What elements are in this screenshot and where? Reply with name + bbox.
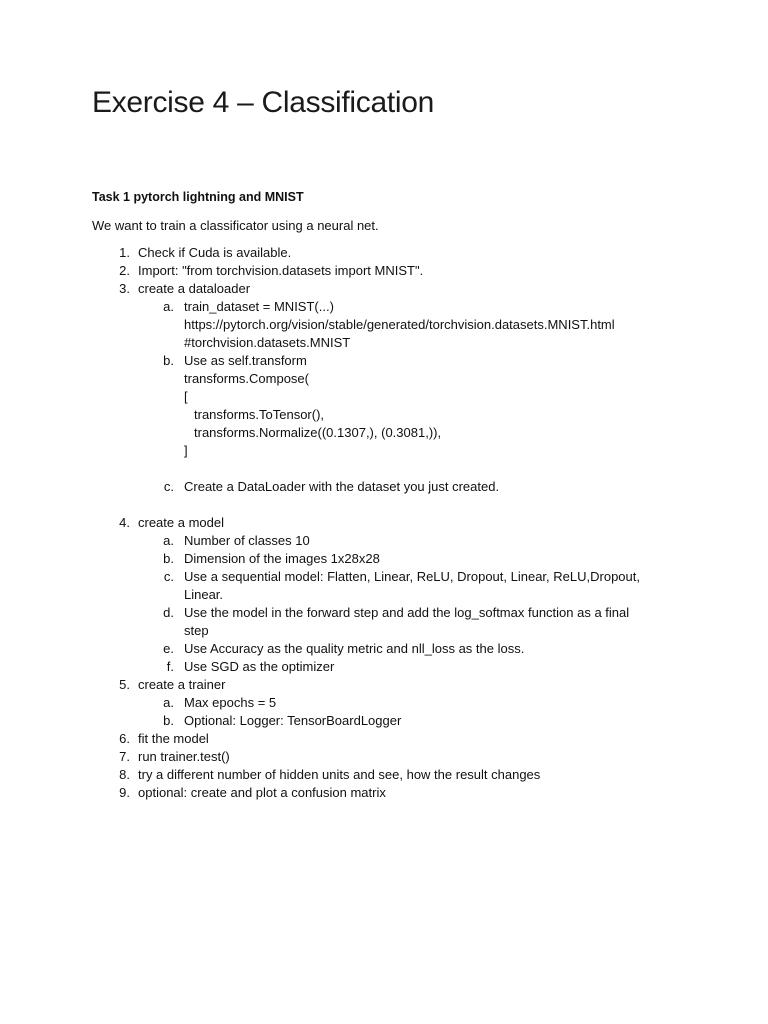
step-number: 8 . bbox=[112, 766, 130, 784]
step-item bbox=[92, 784, 692, 802]
sub-step-list bbox=[138, 694, 692, 730]
sub-step-item bbox=[138, 604, 692, 640]
step-list bbox=[92, 244, 692, 802]
sub-step-letter: b . bbox=[160, 550, 174, 568]
docs-link-anchor: #torchvision.datasets.MNIST bbox=[184, 335, 351, 350]
sub-step-letter: f . bbox=[160, 658, 174, 676]
code-line: [ bbox=[184, 389, 188, 404]
sub-step-text: Use the model in the forward step and add the log_softmax function as a final bbox=[184, 605, 630, 620]
step-text: create a trainer bbox=[138, 677, 226, 692]
step-number: 7 . bbox=[112, 748, 130, 766]
docs-link[interactable]: https://pytorch.org/vision/stable/generated/torchvision.datasets.MNIST.html bbox=[184, 317, 615, 332]
sub-step-text: Optional: Logger: TensorBoardLogger bbox=[184, 713, 402, 728]
step-text: Import: "from torchvision.datasets import MNIST". bbox=[138, 263, 424, 278]
sub-step-text: Use as self.transform bbox=[184, 353, 307, 368]
sub-step-text: Create a DataLoader with the dataset you just created. bbox=[184, 479, 500, 494]
step-item bbox=[92, 748, 692, 766]
sub-step-item bbox=[138, 298, 692, 352]
step-text: optional: create and plot a confusion matrix bbox=[138, 785, 386, 800]
sub-step-list bbox=[138, 298, 692, 496]
step-item bbox=[92, 676, 692, 730]
sub-step-letter: c . bbox=[160, 478, 174, 496]
step-item bbox=[92, 262, 692, 280]
step-item bbox=[92, 280, 692, 496]
sub-step-letter: d . bbox=[160, 604, 174, 622]
sub-step-letter: a . bbox=[160, 694, 174, 712]
sub-step-text: Use a sequential model: Flatten, Linear, ReLU, Dropout, Linear, ReLU,Dropout, bbox=[184, 569, 640, 584]
step-number: 3 . bbox=[112, 280, 130, 298]
sub-step-text: Use Accuracy as the quality metric and nll_loss as the loss. bbox=[184, 641, 525, 656]
step-text: create a dataloader bbox=[138, 281, 251, 296]
code-line: transforms.Compose( bbox=[184, 371, 309, 386]
step-number: 4 . bbox=[112, 514, 130, 532]
sub-step-item bbox=[138, 550, 692, 568]
sub-step-item bbox=[138, 658, 692, 676]
code-line: train_dataset = MNIST(...) bbox=[184, 299, 334, 314]
step-number: 1 . bbox=[112, 244, 130, 262]
sub-step-text: Linear. bbox=[184, 587, 224, 602]
sub-step-letter: b . bbox=[160, 712, 174, 730]
page-title: Exercise 4 – Classification bbox=[92, 86, 435, 119]
sub-step-text: Dimension of the images 1x28x28 bbox=[184, 551, 380, 566]
sub-step-letter: a . bbox=[160, 532, 174, 550]
step-item bbox=[92, 730, 692, 748]
step-text: run trainer.test() bbox=[138, 749, 230, 764]
step-number: 5 . bbox=[112, 676, 130, 694]
sub-step-item bbox=[138, 352, 692, 460]
step-text: try a different number of hidden units and see, how the result changes bbox=[138, 767, 541, 782]
sub-step-letter: c . bbox=[160, 568, 174, 586]
intro-text: We want to train a classificator using a neural net. bbox=[92, 218, 379, 233]
sub-step-letter: b . bbox=[160, 352, 174, 370]
step-number: 2 . bbox=[112, 262, 130, 280]
step-text: create a model bbox=[138, 515, 224, 530]
code-line: transforms.ToTensor(), bbox=[194, 407, 325, 422]
sub-step-letter: e . bbox=[160, 640, 174, 658]
sub-step-item bbox=[138, 478, 692, 496]
sub-step-list bbox=[138, 532, 692, 676]
sub-step-text: Use SGD as the optimizer bbox=[184, 659, 335, 674]
step-text: Check if Cuda is available. bbox=[138, 245, 292, 260]
task-heading: Task 1 pytorch lightning and MNIST bbox=[92, 190, 304, 204]
sub-step-text: Number of classes 10 bbox=[184, 533, 310, 548]
sub-step-item bbox=[138, 694, 692, 712]
step-number: 6 . bbox=[112, 730, 130, 748]
sub-step-text: step bbox=[184, 623, 209, 638]
sub-step-item bbox=[138, 640, 692, 658]
step-text: fit the model bbox=[138, 731, 209, 746]
sub-step-item bbox=[138, 532, 692, 550]
step-number: 9 . bbox=[112, 784, 130, 802]
sub-step-text: Max epochs = 5 bbox=[184, 695, 277, 710]
step-item bbox=[92, 244, 692, 262]
code-line: ] bbox=[184, 443, 188, 458]
code-line: transforms.Normalize((0.1307,), (0.3081,)), bbox=[194, 425, 442, 440]
step-item bbox=[92, 766, 692, 784]
step-item bbox=[92, 514, 692, 676]
sub-step-item bbox=[138, 712, 692, 730]
sub-step-item bbox=[138, 568, 692, 604]
sub-step-letter: a . bbox=[160, 298, 174, 316]
